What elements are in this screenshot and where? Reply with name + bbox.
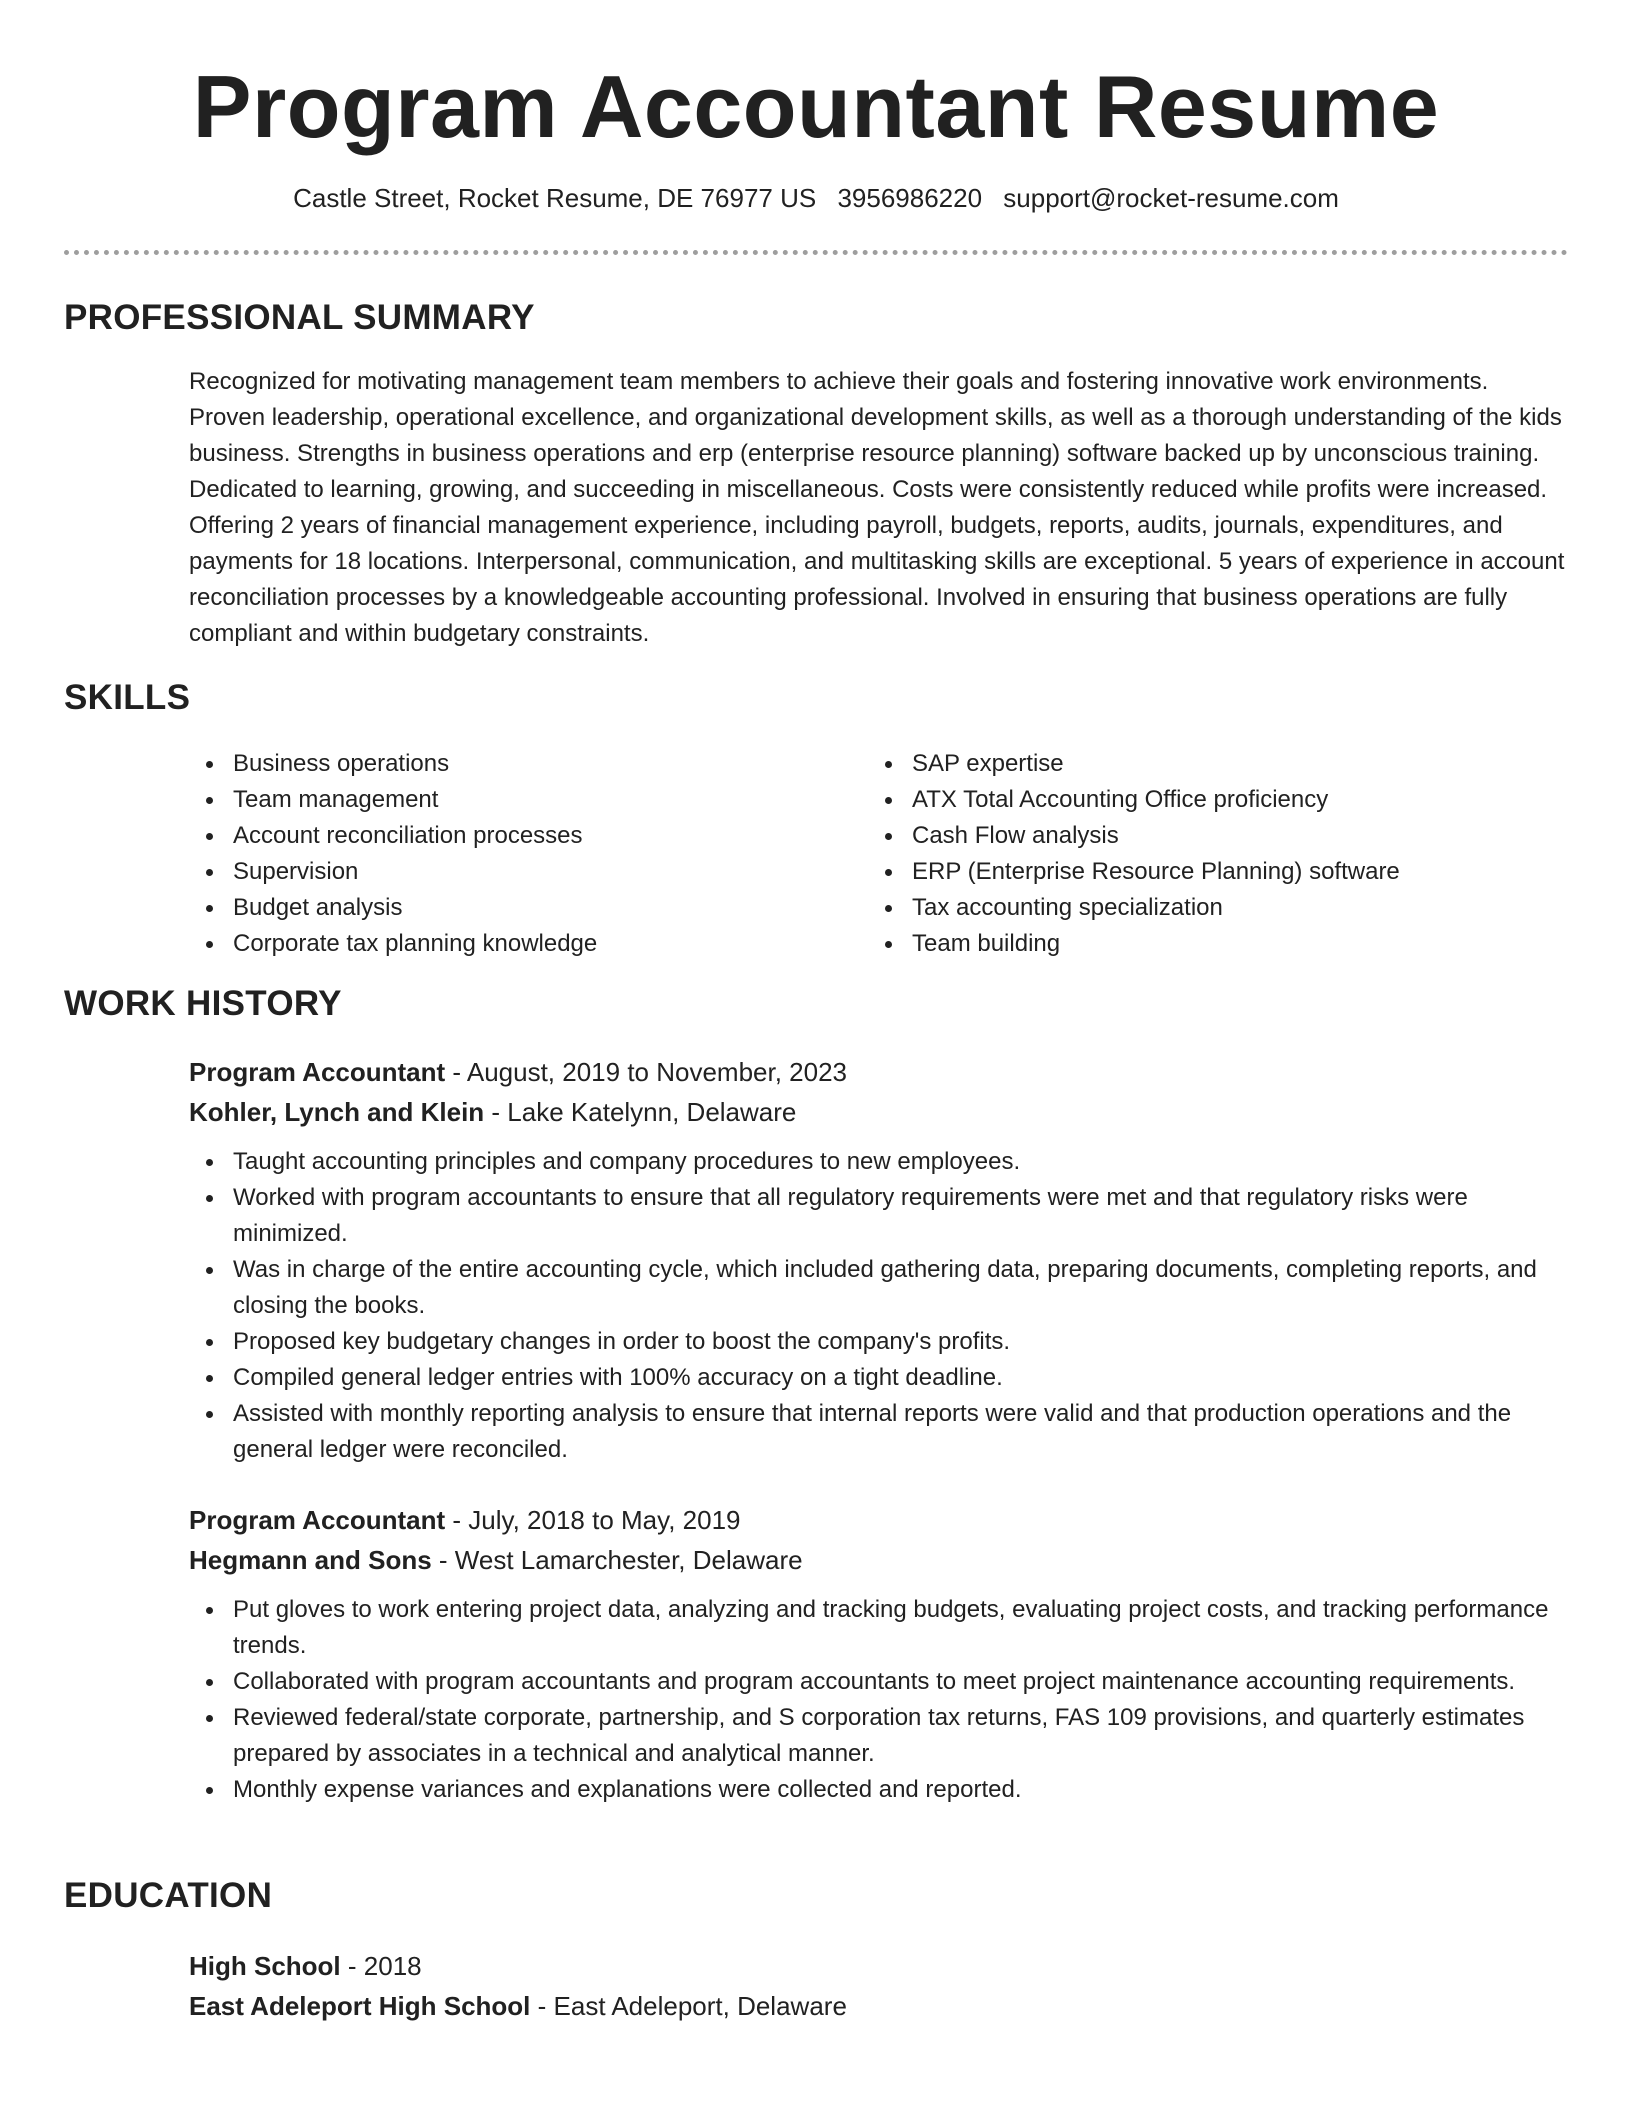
- education-entry: [189, 1946, 1569, 2026]
- duty-item: Was in charge of the entire accounting cycle, which included gathering data, preparing documents, completing reports, and closing the books.: [189, 1252, 1569, 1324]
- skill-item: Team management: [189, 782, 829, 818]
- job-entry-1: [189, 1052, 1569, 1468]
- contact-line: [0, 180, 1632, 216]
- skill-item: SAP expertise: [868, 746, 1568, 782]
- skill-item: Account reconciliation processes: [189, 818, 829, 854]
- job-company-line: [189, 1540, 1569, 1580]
- duty-item: Taught accounting principles and company procedures to new employees.: [189, 1144, 1569, 1180]
- contact-phone: 3956986220: [837, 183, 983, 213]
- job-duties: [189, 1144, 1569, 1468]
- graduation-year: - 2018: [340, 1951, 422, 1981]
- skills-list-right: [868, 746, 1568, 962]
- job-company: Kohler, Lynch and Klein: [189, 1097, 485, 1127]
- skill-item: ERP (Enterprise Resource Planning) software: [868, 854, 1568, 890]
- job-duties: [189, 1592, 1569, 1808]
- work-history-heading: WORK HISTORY: [64, 984, 342, 1023]
- job-entry-2: [189, 1500, 1569, 1808]
- duty-item: Assisted with monthly reporting analysis to ensure that internal reports were valid and that production operations and the general ledger were reconciled.: [189, 1396, 1569, 1468]
- degree: High School: [189, 1951, 341, 1981]
- school-location: - East Adeleport, Delaware: [530, 1991, 847, 2021]
- header-divider: [64, 250, 1568, 255]
- summary-text: Recognized for motivating management team members to achieve their goals and fostering innovative work environments. Proven leadership, operational excellence, and organizational development skills, as well as a thorough understanding of the kids business. Strengths in business operations and erp (enterprise resource planning) software backed up by unconscious training. Dedicated to learning, growing, and succeeding in miscellaneous. Costs were consistently reduced while profits were increased. Offering 2 years of financial management experience, including payroll, budgets, reports, audits, journals, expenditures, and payments for 18 locations. Interpersonal, communication, and multitasking skills are exceptional. 5 years of experience in account reconciliation processes by a knowledgeable accounting professional. Involved in ensuring that business operations are fully compliant and within budgetary constraints.: [189, 368, 1565, 647]
- skills-heading: SKILLS: [64, 678, 191, 717]
- skills-list-left: [189, 746, 829, 962]
- job-title: Program Accountant: [189, 1057, 446, 1087]
- duty-item: Proposed key budgetary changes in order to boost the company's profits.: [189, 1324, 1569, 1360]
- contact-address: Castle Street, Rocket Resume, DE 76977 US: [293, 183, 817, 213]
- resume-title: Program Accountant Resume: [192, 57, 1440, 156]
- job-title: Program Accountant: [189, 1505, 446, 1535]
- job-dates: - August, 2019 to November, 2023: [445, 1057, 848, 1087]
- summary-heading: PROFESSIONAL SUMMARY: [64, 298, 535, 337]
- duty-item: Compiled general ledger entries with 100% accuracy on a tight deadline.: [189, 1360, 1569, 1396]
- skill-item: Budget analysis: [189, 890, 829, 926]
- job-location: - West Lamarchester, Delaware: [431, 1545, 803, 1575]
- job-company: Hegmann and Sons: [189, 1545, 432, 1575]
- skill-item: Supervision: [189, 854, 829, 890]
- degree-line: [189, 1946, 1569, 1986]
- job-location: - Lake Katelynn, Delaware: [484, 1097, 797, 1127]
- skill-item: Corporate tax planning knowledge: [189, 926, 829, 962]
- duty-item: Monthly expense variances and explanations were collected and reported.: [189, 1772, 1569, 1808]
- skill-item: Cash Flow analysis: [868, 818, 1568, 854]
- school-line: [189, 1986, 1569, 2026]
- education-heading: EDUCATION: [64, 1876, 273, 1915]
- skill-item: Tax accounting specialization: [868, 890, 1568, 926]
- duty-item: Worked with program accountants to ensure that all regulatory requirements were met and that regulatory risks were minimized.: [189, 1180, 1569, 1252]
- school-name: East Adeleport High School: [189, 1991, 531, 2021]
- contact-email: support@rocket-resume.com: [1003, 183, 1339, 213]
- duty-item: Collaborated with program accountants and program accountants to meet project maintenance accounting requirements.: [189, 1664, 1569, 1700]
- job-dates: - July, 2018 to May, 2019: [445, 1505, 741, 1535]
- duty-item: Reviewed federal/state corporate, partnership, and S corporation tax returns, FAS 109 provisions, and quarterly estimates prepared by associates in a technical and analytical manner.: [189, 1700, 1569, 1772]
- duty-item: Put gloves to work entering project data, analyzing and tracking budgets, evaluating project costs, and tracking performance trends.: [189, 1592, 1569, 1664]
- job-title-line: [189, 1500, 1569, 1540]
- job-title-line: [189, 1052, 1569, 1092]
- skill-item: Team building: [868, 926, 1568, 962]
- skill-item: Business operations: [189, 746, 829, 782]
- job-company-line: [189, 1092, 1569, 1132]
- skill-item: ATX Total Accounting Office proficiency: [868, 782, 1568, 818]
